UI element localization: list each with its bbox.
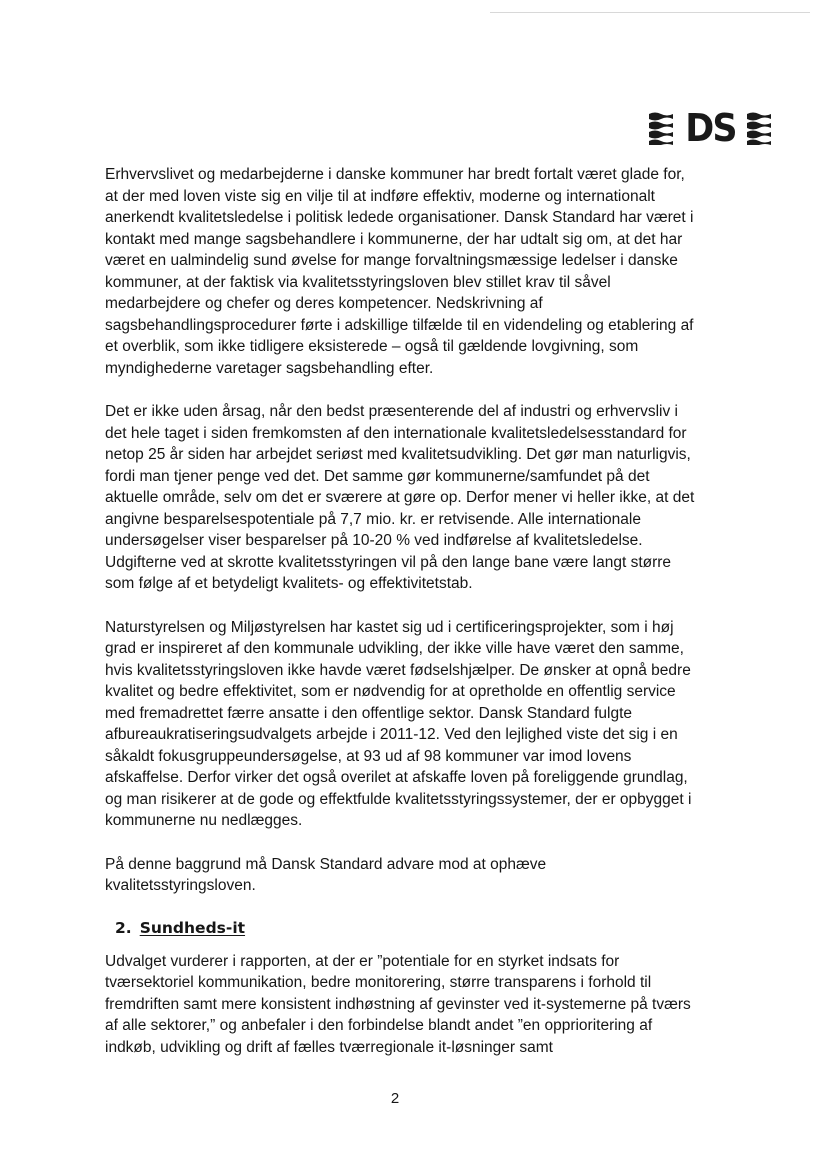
paragraph: Udvalget vurderer i rapporten, at der er ”potentiale for en styrket indsats for tværsektoriel kommunikation, bedre monitorering, større transparens i forhold til fremdriften samt mere konsistent indhøstning af gevinster ved it-systemerne på tværs af alle sektorer,” og anbefaler i den forbindelse blandt andet ”en opprioritering af indkøb, udvikling og drift af fælles tværregionale it-løsninger samt [105, 952, 691, 1056]
top-rule [490, 12, 810, 13]
paragraph: Erhvervslivet og medarbejderne i danske kommuner har bredt fortalt været glade for, at der med loven viste sig en vilje til at indføre effektiv, moderne og internationalt anerkendt kvalitetsledelse i politisk ledede organisationer. Dansk Standard har været i kontakt med mange sagsbehandlere i kommunerne, der har udtalt sig om, at det har været en ualmindelig sund øvelse for mange forvaltningsmæssige ledelser i danske kommuner, at der faktisk via kvalitetsstyringsloven blev stillet krav til såvel medarbejdere og chefer og deres kompetencer. Nedskrivning af sagsbehandlingsprocedurer førte i adskillige tilfælde til en videndeling og etablering af et overblik, som ikke tidligere eksisterede – også til gældende lovgivning, som myndighederne varetager sagsbehandling efter. [105, 166, 694, 377]
section-heading [115, 917, 695, 939]
paragraph: Naturstyrelsen og Miljøstyrelsen har kastet sig ud i certificeringsprojekter, som i høj grad er inspireret af den kommunale udvikling, der ikke ville have været den samme, hvis kvalitetsstyringsloven ikke havde været fødselshjælper. De ønsker at opnå bedre kvalitet og bedre effektivitet, som er nødvendig for at opretholde en offentlig service med fremadrettet færre ansatte i den offentlige sektor. Dansk Standard fulgte afbureaukratiseringsudvalgets arbejde i 2011-12. Ved den lejlighed viste det sig i en såkaldt fokusgruppeundersøgelse, at 93 ud af 98 kommuner var imod lovens afskaffelse. Derfor virker det også overilet at afskaffe loven på foreliggende grundlag, og man risikerer at de gode og effektfulde kvalitetsstyringssystemer, der er opbygget i kommunerne nu nedlægges. [105, 618, 692, 829]
wave-stripes-icon [746, 111, 772, 145]
paragraph: På denne baggrund må Dansk Standard advare mod at ophæve kvalitetsstyringsloven. [105, 855, 547, 894]
section-number: 2. [115, 918, 132, 937]
paragraph: Det er ikke uden årsag, når den bedst præsenterende del af industri og erhvervsliv i det hele taget i siden fremkomsten af den internationale kvalitetsledelsesstandard for netop 25 år siden har arbejdet seriøst med kvalitetsudvikling. Det gør man naturligvis, fordi man tjener penge ved det. Det samme gør kommunerne/samfundet på det aktuelle område, selv om det er sværere at gøre op. Derfor mener vi heller ikke, at det angivne besparelsespotentiale på 7,7 mio. kr. er retvisende. Alle internationale undersøgelser viser besparelser på 10-20 % ved indførelse af kvalitetsledelse. Udgifterne ved at skrotte kvalitetsstyringen vil på den lange bane være langt større som følge af et betydeligt kvalitets- og effektivitetstab. [105, 403, 695, 592]
ds-logo [648, 106, 772, 150]
page-number: 2 [390, 1090, 400, 1107]
section-title: Sundheds-it [139, 918, 246, 937]
wave-stripes-icon [648, 111, 674, 145]
document-body [105, 164, 695, 1058]
logo-text: DS [684, 106, 736, 150]
